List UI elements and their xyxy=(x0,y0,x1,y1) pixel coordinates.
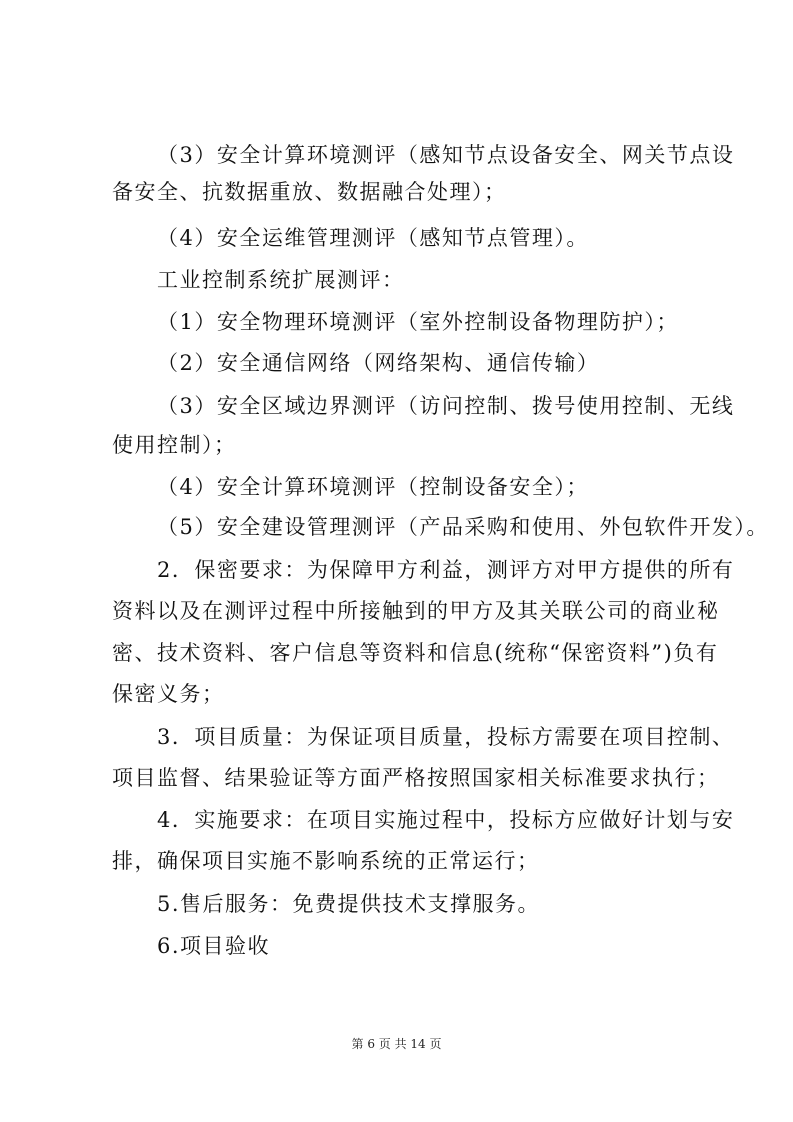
text-line: 工业控制系统扩展测评： xyxy=(157,268,405,292)
text-line: （4）安全计算环境测评（控制设备安全）； xyxy=(157,475,589,499)
text-line: 使用控制）； xyxy=(112,433,237,457)
text-line: （3）安全计算环境测评（感知节点设备安全、网关节点设 xyxy=(157,143,735,167)
text-line: 2．保密要求：为保障甲方利益，测评方对甲方提供的所有 xyxy=(157,558,735,582)
text-line: 资料以及在测评过程中所接触到的甲方及其关联公司的商业秘 xyxy=(112,599,720,623)
text-line: （4）安全运维管理测评（感知节点管理）。 xyxy=(157,226,589,250)
text-line: （1）安全物理环境测评（室外控制设备物理防护）； xyxy=(157,310,679,334)
text-line: 排，确保项目实施不影响系统的正常运行； xyxy=(112,849,540,873)
text-line: 密、技术资料、客户信息等资料和信息(统称“保密资料”)负有 xyxy=(112,641,719,665)
text-line: （3）安全区域边界测评（访问控制、拨号使用控制、无线 xyxy=(157,394,735,418)
text-line: 3．项目质量：为保证项目质量，投标方需要在项目控制、 xyxy=(157,725,735,749)
text-line: 6.项目验收 xyxy=(157,934,271,958)
text-line: 4．实施要求：在项目实施过程中，投标方应做好计划与安 xyxy=(157,808,735,832)
text-line: （2）安全通信网络（网络架构、通信传输） xyxy=(157,351,600,375)
text-line: 5.售后服务：免费提供技术支撑服务。 xyxy=(157,892,541,916)
text-line: （5）安全建设管理测评（产品采购和使用、外包软件开发）。 xyxy=(157,515,769,539)
text-line: 项目监督、结果验证等方面严格按照国家相关标准要求执行； xyxy=(112,766,720,790)
text-line: 保密义务； xyxy=(112,682,225,706)
text-line: 备安全、抗数据重放、数据融合处理）； xyxy=(112,180,507,204)
page-number-footer: 第 6 页 共 14 页 xyxy=(351,1037,442,1051)
